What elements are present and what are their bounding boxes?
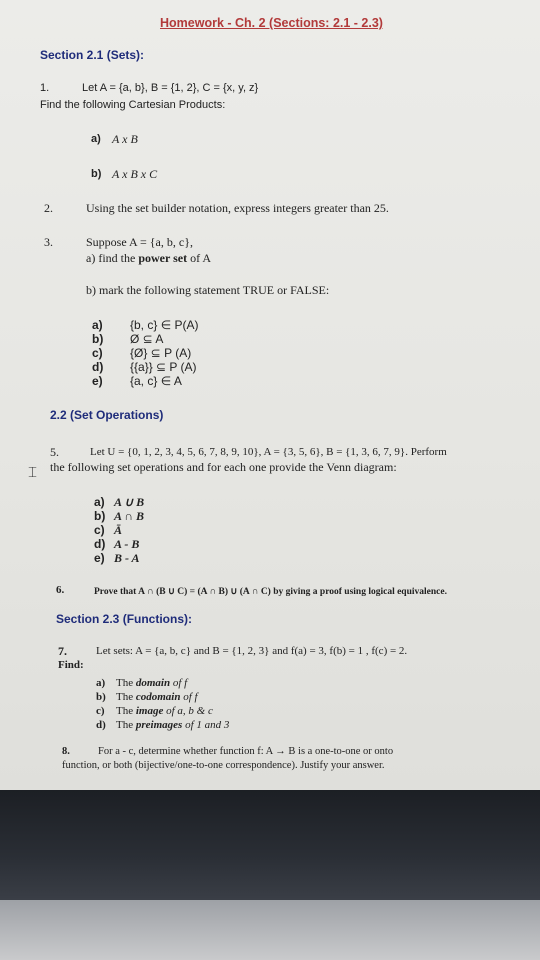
text-cursor-icon: ⌶	[28, 463, 38, 481]
q5-item-e-text: B - A	[114, 551, 140, 565]
q2-number: 2.	[44, 201, 53, 215]
q3-item-a-label: a)	[92, 318, 103, 332]
page-title: Homework - Ch. 2 (Sections: 2.1 - 2.3)	[160, 16, 383, 30]
q6-text: Prove that A ∩ (B ∪ C) = (A ∩ B) ∪ (A ∩ C) by giving a proof using logical equivalence.	[94, 587, 447, 597]
q7-number: 7.	[58, 644, 67, 658]
q5-item-d-text: A - B	[114, 537, 140, 551]
q7-item-c-label: c)	[96, 705, 105, 717]
q5-line1: Let U = {0, 1, 2, 3, 4, 5, 6, 7, 8, 9, 10}, A = {3, 5, 6}, B = {1, 3, 6, 7, 9}. Perform	[90, 446, 447, 458]
q3-item-d-text: {{a}} ⊆ P (A)	[130, 360, 197, 374]
q7-text: Let sets: A = {a, b, c} and B = {1, 2, 3} and f(a) = 3, f(b) = 1 , f(c) = 2.	[96, 645, 408, 657]
q3-item-d-label: d)	[92, 360, 104, 374]
q1-number: 1.	[40, 82, 50, 94]
q7-find: Find:	[58, 659, 84, 671]
q1-b-text: A x B x C	[112, 167, 158, 181]
q6-number: 6.	[56, 584, 65, 596]
q5-item-b-text: A ∩ B	[114, 509, 144, 523]
q1-a-text: A x B	[112, 132, 138, 146]
q1-a-label: a)	[91, 133, 101, 145]
desk-surface	[0, 900, 540, 960]
q7-item-a-text: The domain of f	[116, 677, 188, 689]
monitor-bezel	[0, 790, 540, 900]
q5-item-e-label: e)	[94, 551, 105, 565]
section-2-3-heading: Section 2.3 (Functions):	[56, 612, 193, 626]
q3-item-b-text: Ø ⊆ A	[130, 332, 164, 346]
q3-item-b-label: b)	[92, 332, 104, 346]
q5-item-b-label: b)	[94, 509, 106, 523]
q7-item-d-label: d)	[96, 719, 106, 731]
q5-item-c-text: Ā	[114, 523, 123, 537]
q5-item-a-label: a)	[94, 495, 105, 509]
q3-line1: Suppose A = {a, b, c},	[86, 235, 193, 249]
q1-find: Find the following Cartesian Products:	[40, 99, 226, 111]
q3-item-e-text: {a, c} ∈ A	[130, 374, 182, 388]
q3-item-c-text: {Ø} ⊆ P (A)	[130, 346, 192, 360]
q7-item-b-text: The codomain of f	[116, 691, 198, 703]
q1-b-label: b)	[91, 168, 102, 180]
q3-item-c-label: c)	[92, 346, 103, 360]
q5-line2: the following set operations and for each one provide the Venn diagram:	[50, 460, 397, 474]
q5-item-c-label: c)	[94, 523, 105, 537]
q3-line3: b) mark the following statement TRUE or FALSE:	[86, 283, 330, 297]
q7-item-a-label: a)	[96, 677, 106, 689]
q5-item-a-text: A ∪ B	[114, 495, 145, 509]
section-2-1-heading: Section 2.1 (Sets):	[40, 48, 145, 62]
q7-item-c-text: The image of a, b & c	[116, 705, 213, 717]
q8-number: 8.	[62, 746, 70, 757]
q5-item-d-label: d)	[94, 537, 106, 551]
q5-number: 5.	[50, 445, 59, 459]
q3-number: 3.	[44, 235, 53, 249]
q8-line1: For a - c, determine whether function f: A → B is a one-to-one or onto	[98, 746, 394, 757]
q8-line2: function, or both (bijective/one-to-one correspondence). Justify your answer.	[62, 760, 385, 771]
q3-item-a-text: {b, c} ∈ P(A)	[130, 318, 199, 332]
q7-item-b-label: b)	[96, 691, 106, 703]
section-2-2-heading: 2.2 (Set Operations)	[50, 408, 164, 422]
q2-text: Using the set builder notation, express integers greater than 25.	[86, 201, 389, 215]
q1-text: Let A = {a, b}, B = {1, 2}, C = {x, y, z}	[82, 82, 259, 94]
q3-item-e-label: e)	[92, 374, 103, 388]
q7-item-d-text: The preimages of 1 and 3	[116, 719, 230, 731]
q3-line2: a) find the power set of A	[86, 251, 212, 265]
